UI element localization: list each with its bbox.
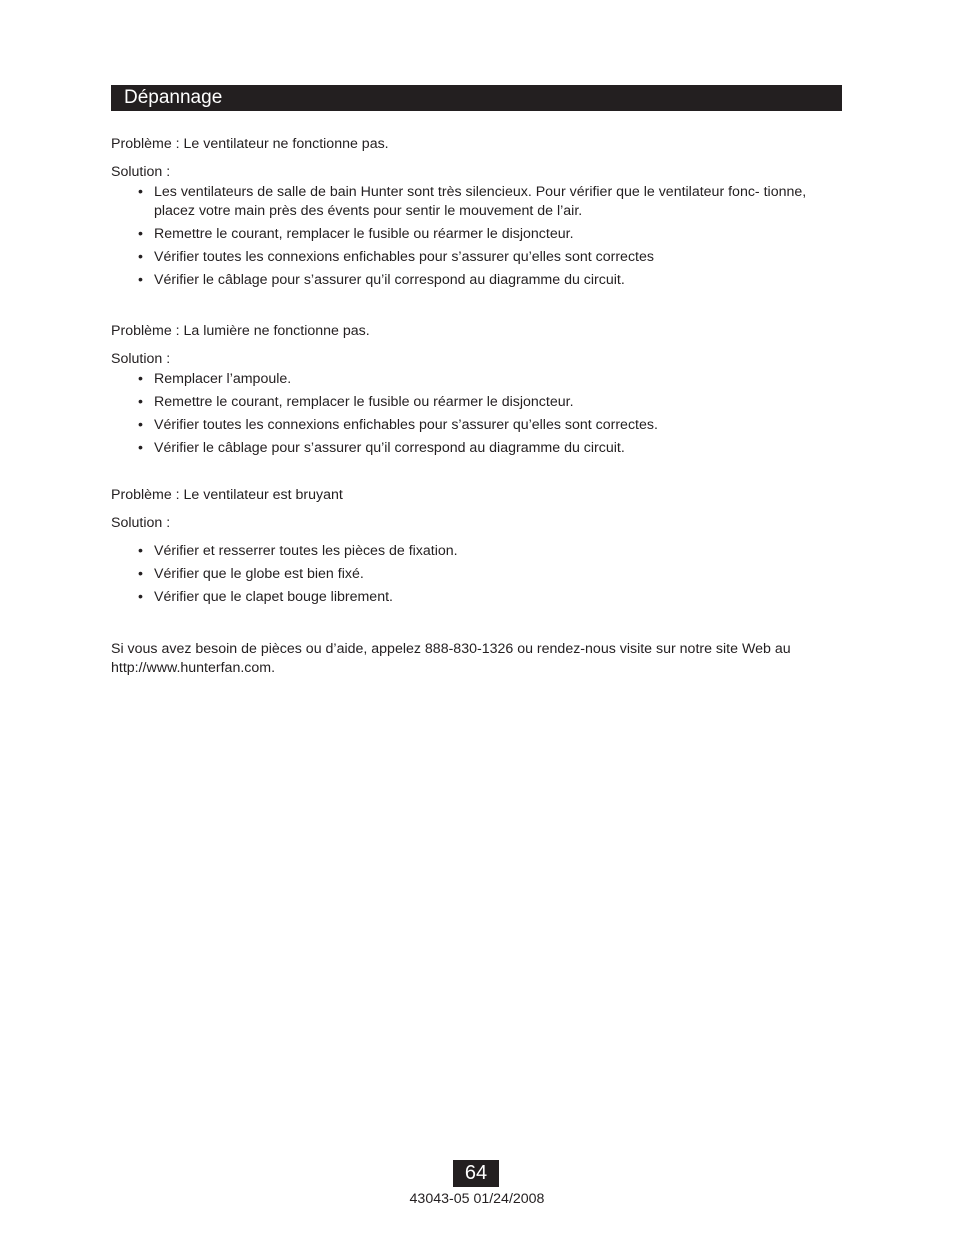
contact-info xyxy=(111,640,831,678)
list-item: • Vérifier toutes les connexions enfichables pour s’assurer qu’elles sont correctes. xyxy=(138,417,658,433)
troubleshooting-section-2 xyxy=(111,323,831,462)
section-header-bar xyxy=(111,85,842,111)
list-item: • Remettre le courant, remplacer le fusible ou réarmer le disjoncteur. xyxy=(138,394,574,410)
bullet-icon: • xyxy=(138,371,143,387)
solution-list xyxy=(111,183,831,290)
list-item: • Les ventilateurs de salle de bain Hunter sont très silencieux. Pour vérifier que le ventilateur fonc- tionne, placez votre main près des évents pour sentir le mouvement de l’air. xyxy=(138,184,807,219)
problem-text: Problème : Le ventilateur est bruyant xyxy=(111,487,343,503)
document-code: 43043-05 01/24/2008 xyxy=(409,1191,545,1207)
solution-label: Solution : xyxy=(111,351,171,367)
website-link[interactable]: http://www.hunterfan.com. xyxy=(111,660,276,676)
page-title: Dépannage xyxy=(124,87,223,108)
bullet-icon: • xyxy=(138,417,143,433)
page-number-badge: 64 xyxy=(453,1160,499,1187)
list-item: • Remplacer l’ampoule. xyxy=(138,371,292,387)
contact-text: Si vous avez besoin de pièces ou d’aide, appelez 888-830-1326 ou rendez-nous visite sur notre site Web au xyxy=(111,641,791,657)
list-item: • Vérifier et resserrer toutes les pièces de fixation. xyxy=(138,543,458,559)
solution-label: Solution : xyxy=(111,515,171,531)
list-item: • Vérifier le câblage pour s’assurer qu’il correspond au diagramme du circuit. xyxy=(138,272,625,288)
bullet-icon: • xyxy=(138,272,143,288)
bullet-icon: • xyxy=(138,226,143,242)
list-item: • Vérifier le câblage pour s’assurer qu’il correspond au diagramme du circuit. xyxy=(138,440,625,456)
bullet-icon: • xyxy=(138,589,143,605)
list-item: • Vérifier que le clapet bouge librement. xyxy=(138,589,393,605)
bullet-icon: • xyxy=(138,249,143,265)
bullet-icon: • xyxy=(138,543,143,559)
solution-list xyxy=(111,542,831,607)
solution-label: Solution : xyxy=(111,164,171,180)
problem-text: Problème : Le ventilateur ne fonctionne pas. xyxy=(111,136,389,152)
bullet-icon: • xyxy=(138,394,143,410)
list-item: • Remettre le courant, remplacer le fusible ou réarmer le disjoncteur. xyxy=(138,226,574,242)
list-item: • Vérifier toutes les connexions enfichables pour s’assurer qu’elles sont correctes xyxy=(138,249,654,265)
troubleshooting-section-1 xyxy=(111,136,831,294)
bullet-icon: • xyxy=(138,184,143,200)
list-item: • Vérifier que le globe est bien fixé. xyxy=(138,566,364,582)
solution-list xyxy=(111,370,831,458)
bullet-icon: • xyxy=(138,440,143,456)
problem-text: Problème : La lumière ne fonctionne pas. xyxy=(111,323,370,339)
bullet-icon: • xyxy=(138,566,143,582)
troubleshooting-section-3 xyxy=(111,487,831,611)
